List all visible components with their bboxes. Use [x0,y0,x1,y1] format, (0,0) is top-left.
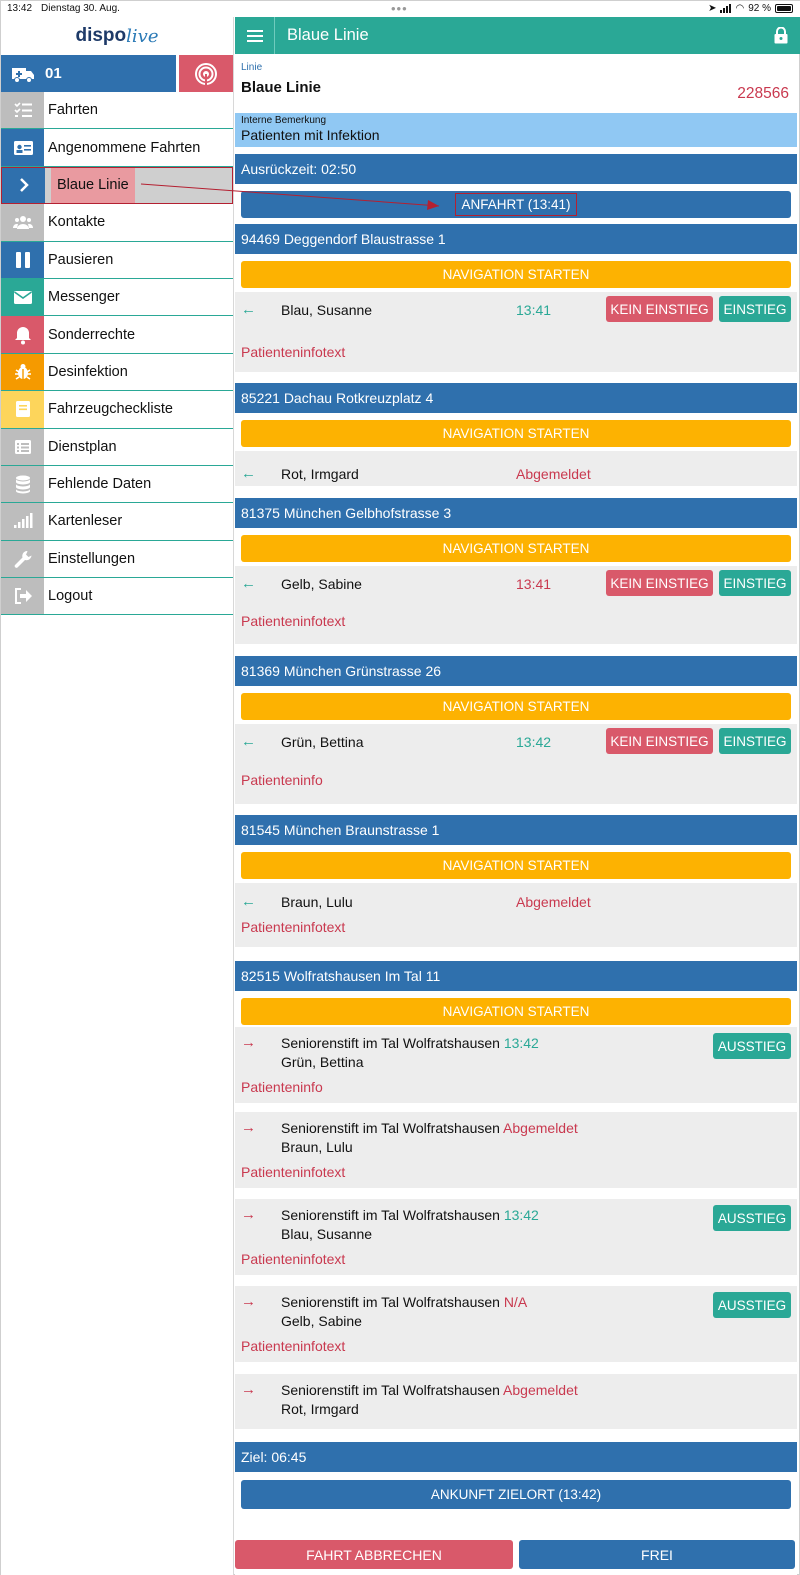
dropoff-place [281,1207,539,1223]
dropoff-row [235,1286,797,1362]
status-indicators [708,3,793,14]
ambulance-icon [11,64,35,84]
dropoff-row [235,1199,797,1275]
patient-info: Patienteninfotext [241,1251,346,1267]
dropoff-time: 13:42 [503,1207,539,1223]
patient-name: Rot, Irmgard [281,1401,359,1417]
stop-address: 81375 München Gelbhofstrasse 3 [235,498,797,528]
book-icon [13,399,33,419]
sidebar-item-label: Dienstplan [48,438,117,455]
dropoff-place [281,1120,578,1136]
line-info [235,54,797,113]
dropoff-arrow-icon: → [241,1034,256,1051]
sidebar-icon-box [1,129,44,165]
start-navigation-button[interactable]: NAVIGATION STARTEN [241,998,791,1025]
logo-prefix: dispo [75,25,127,46]
target-section [235,1442,797,1512]
sidebar-item-label: Kontakte [48,214,106,231]
sidebar-item-desinfektion[interactable] [1,354,233,391]
sidebar-icon-box [1,279,44,315]
start-navigation-button[interactable]: NAVIGATION STARTEN [241,261,791,288]
list-check-icon [13,100,33,120]
sidebar-item-label: Fahrzeugcheckliste [48,401,173,418]
pickup-time: 13:41 [516,576,552,592]
envelope-icon [13,287,33,307]
patient-name: Rot, Irmgard [281,466,359,482]
patient-name: Blau, Susanne [281,302,373,318]
stop-address: 81369 München Grünstrasse 26 [235,656,797,686]
sidebar-item-label: Angenommene Fahrten [48,139,201,156]
sidebar-item-angenommene-fahrten[interactable] [1,129,233,166]
pickup-time: Abgemeldet [516,894,591,910]
multitasking-dots-icon[interactable]: ••• [391,1,408,16]
stop-address: 82515 Wolfratshausen Im Tal 11 [235,961,797,991]
patient-name: Gelb, Sabine [281,1313,362,1329]
sidebar-icon-box [1,503,44,539]
patient-name: Blau, Susanne [281,1226,373,1242]
dropoff-place-name: Seniorenstift im Tal Wolfratshausen [281,1120,500,1136]
line-name: Blaue Linie [241,79,322,96]
battery-icon [775,4,793,13]
lock-button[interactable] [761,27,800,44]
pickup-arrow-icon: ← [241,733,256,750]
stop-card [235,961,797,1027]
sidebar-icon-box [1,541,44,577]
people-icon [13,212,33,232]
sidebar-item-fahrzeugcheckliste[interactable] [1,391,233,428]
patient-info: Patienteninfotext [241,919,346,935]
arrive-destination-button[interactable]: ANKUNFT ZIELORT (13:42) [241,1480,791,1509]
pickup-arrow-icon: ← [241,465,256,482]
patient-info: Patienteninfo [241,772,323,788]
sidebar-menu [1,92,233,615]
radio-button[interactable] [176,55,233,92]
sidebar-icon-box [1,354,44,390]
database-icon [13,474,33,494]
status-time: 13:42 [7,3,33,14]
patient-info: Patienteninfotext [241,1164,346,1180]
stop-address: 81545 München Braunstrasse 1 [235,815,797,845]
departure-time-bar: Ausrückzeit: 02:50 [235,154,797,184]
hamburger-icon [247,29,263,43]
patient-name: Gelb, Sabine [281,576,362,592]
dropoff-time: 13:42 [503,1035,539,1051]
free-button[interactable]: FREI [519,1540,795,1569]
dropoff-time: Abgemeldet [503,1120,578,1136]
start-navigation-button[interactable]: NAVIGATION STARTEN [241,693,791,720]
dropoff-place-name: Seniorenstift im Tal Wolfratshausen [281,1294,500,1310]
pickup-time: 13:41 [516,302,552,318]
logout-icon [13,586,33,606]
pause-icon [13,250,33,270]
pickup-arrow-icon: ← [241,893,256,910]
sidebar-item-label: Blaue Linie [51,168,135,203]
exit-button[interactable]: AUSSTIEG [713,1033,791,1059]
exit-button[interactable]: AUSSTIEG [713,1205,791,1231]
sidebar-icon-box [1,466,44,502]
sidebar-icon-box [1,391,44,427]
pickup-time: Abgemeldet [516,466,591,482]
sidebar-item-label: Einstellungen [48,550,136,567]
boarding-button[interactable]: EINSTIEG [719,296,791,322]
sidebar-item-label: Sonderrechte [48,326,136,343]
dropoff-arrow-icon: → [241,1119,256,1136]
pickup-arrow-icon: ← [241,575,256,592]
dropoff-place [281,1382,578,1398]
sidebar-item-sonderrechte[interactable] [1,316,233,353]
exit-button[interactable]: AUSSTIEG [713,1292,791,1318]
sidebar-icon-box [1,429,44,465]
page-title: Blaue Linie [287,26,369,44]
stop-card [235,656,797,802]
vehicle-button[interactable] [1,55,176,92]
internal-remark [235,113,797,147]
dropoff-arrow-icon: → [241,1293,256,1310]
dropoff-place-name: Seniorenstift im Tal Wolfratshausen [281,1035,500,1051]
sidebar-item-label: Messenger [48,289,120,306]
id-card-icon [13,138,33,158]
sidebar-item-blaue-linie[interactable] [1,167,233,204]
dropoff-place-name: Seniorenstift im Tal Wolfratshausen [281,1382,500,1398]
bell-icon [13,325,33,345]
patient-name: Grün, Bettina [281,734,364,750]
sidebar-item-fahrten[interactable] [1,92,233,129]
sidebar-item-label: Fehlende Daten [48,476,152,493]
vehicle-number: 01 [45,65,62,82]
stop-card [235,383,797,484]
sidebar-icon-box [1,316,44,352]
cancel-trip-button[interactable]: FAHRT ABBRECHEN [235,1540,513,1569]
dropoff-place [281,1035,539,1051]
stop-address: 85221 Dachau Rotkreuzplatz 4 [235,383,797,413]
patient-info: Patienteninfo [241,1079,323,1095]
sidebar-item-dienstplan[interactable] [1,429,233,466]
approach-button-label: ANFAHRT (13:41) [455,193,576,216]
vehicle-row [1,55,233,92]
patient-name: Braun, Lulu [281,894,353,910]
line-number: 228566 [737,85,789,102]
sidebar-item-label: Kartenleser [48,513,123,530]
dropoff-arrow-icon: → [241,1381,256,1398]
no-boarding-button[interactable]: KEIN EINSTIEG [606,296,713,322]
start-navigation-button[interactable]: NAVIGATION STARTEN [241,535,791,562]
wrench-icon [13,549,33,569]
sidebar [1,17,234,1575]
pickup-time: 13:42 [516,734,552,750]
sidebar-item-logout[interactable] [1,578,233,615]
cellular-signal-icon [720,4,731,13]
start-navigation-button[interactable]: NAVIGATION STARTEN [241,420,791,447]
patient-name: Braun, Lulu [281,1139,353,1155]
patient-info: Patienteninfotext [241,344,346,360]
patient-info: Patienteninfotext [241,1338,346,1354]
boarding-button[interactable]: EINSTIEG [719,570,791,596]
dropoff-arrow-icon: → [241,1206,256,1223]
sidebar-icon-box [1,92,44,128]
pickup-arrow-icon: ← [241,301,256,318]
broadcast-icon [194,62,218,86]
sidebar-item-kartenleser[interactable] [1,503,233,540]
stop-card [235,815,797,947]
top-app-bar [235,17,800,54]
remark-label: Interne Bemerkung [241,115,327,126]
trip-detail [235,54,797,1575]
dropoff-time: Abgemeldet [503,1382,578,1398]
status-date: Dienstag 30. Aug. [41,3,120,14]
wifi-icon: ◠ [735,3,745,14]
dropoff-place [281,1294,527,1310]
patient-name: Grün, Bettina [281,1054,364,1070]
location-icon: ➤ [708,3,717,14]
sidebar-item-label: Logout [48,588,93,605]
dropoff-row [235,1027,797,1103]
app-logo [1,17,233,55]
bug-icon [13,362,33,382]
dropoff-time: N/A [503,1294,528,1310]
chevron-right-icon [14,175,34,195]
sidebar-icon-box [2,168,45,203]
remark-text: Patienten mit Infektion [241,127,380,143]
sidebar-icon-box [1,578,44,614]
stop-address: 94469 Deggendorf Blaustrasse 1 [235,224,797,254]
patient-info: Patienteninfotext [241,613,346,629]
sidebar-item-kontakte[interactable] [1,204,233,241]
menu-button[interactable] [235,17,275,54]
sidebar-icon-box [1,242,44,278]
dropoff-row [235,1374,797,1429]
no-boarding-button[interactable]: KEIN EINSTIEG [606,570,713,596]
dropoff-row [235,1112,797,1188]
dropoff-place-name: Seniorenstift im Tal Wolfratshausen [281,1207,500,1223]
sidebar-item-label: Fahrten [48,102,98,119]
start-navigation-button[interactable]: NAVIGATION STARTEN [241,852,791,879]
signal-icon [13,511,33,531]
boarding-button[interactable]: EINSTIEG [719,728,791,754]
logo-suffix: live [126,25,159,47]
sidebar-item-einstellungen[interactable] [1,541,233,578]
sidebar-item-pausieren[interactable] [1,242,233,279]
sidebar-icon-box [1,204,44,240]
sidebar-item-label: Desinfektion [48,363,128,380]
sidebar-item-fehlende-daten[interactable] [1,466,233,503]
sidebar-item-messenger[interactable] [1,279,233,316]
approach-button[interactable] [241,191,791,218]
stop-card [235,498,797,644]
line-label: Linie [241,62,263,73]
sidebar-item-label: Pausieren [48,251,114,268]
list-icon [13,437,33,457]
target-time-bar: Ziel: 06:45 [235,1442,797,1472]
stop-card [235,224,797,370]
lock-icon [774,27,788,44]
patient-row-bg [235,883,797,947]
status-bar [1,1,800,17]
no-boarding-button[interactable]: KEIN EINSTIEG [606,728,713,754]
battery-percent: 92 % [748,3,771,14]
